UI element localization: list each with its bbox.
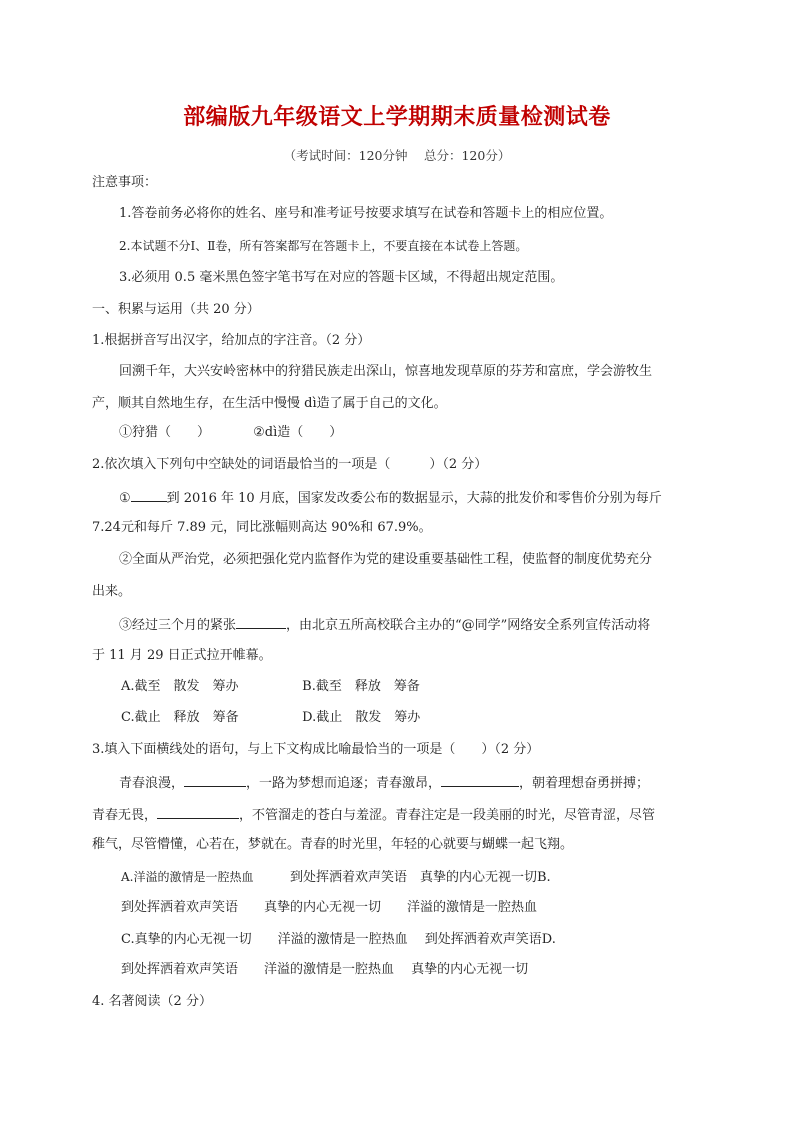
q1-passage-line: 产，顺其自然地生存，在生活中慢慢 dì造了属于自己的文化。 — [92, 396, 447, 411]
note-item: 3.必须用 0.5 毫米黑色签字笔书写在对应的答题卡区域，不得超出规定范围。 — [119, 270, 564, 285]
q2-sentence-3-cont: 于 11 月 29 日正式拉开帷幕。 — [92, 648, 272, 663]
q2-options-row — [121, 677, 761, 697]
q2-blank-3 — [236, 614, 286, 629]
section-heading: 一、积累与运用（共 20 分） — [92, 302, 260, 317]
q2-option-b: B.截至 释放 筹备 — [302, 679, 420, 694]
q1-blank-b: ②dì造（ ） — [253, 425, 343, 440]
exam-title: 部编版九年级语文上学期期末质量检测试卷 — [183, 105, 611, 130]
question-2-stem: 2.依次填入下列句中空缺处的词语最恰当的一项是（ ）（2 分） — [92, 457, 488, 472]
q2-option-a: A.截至 散发 筹办 — [121, 679, 239, 694]
q2-s1-prefix: ① — [119, 491, 131, 506]
q2-sentence-2-cont: 出来。 — [92, 584, 132, 599]
note-item: 1.答卷前务必将你的姓名、座号和准考证号按要求填写在试卷和答题卡上的相应位置。 — [119, 206, 613, 221]
q2-sentence-1-cont: 7.24元和每斤 7.89 元，同比涨幅则高达 90%和 67.9%。 — [92, 520, 432, 535]
q1-passage-line: 回溯千年，大兴安岭密林中的狩猎民族走出深山，惊喜地发现草原的芬芳和富庶，学会游牧生 — [119, 364, 653, 379]
question-4-stem: 4. 名著阅读（2 分） — [92, 994, 212, 1009]
q3-p1-b: ，一路为梦想而追逐；青春激昂， — [246, 776, 442, 791]
q3-option-a-rest: 到处挥洒着欢声笑语 真挚的内心无视一切B. — [290, 870, 551, 885]
q3-p1-a: 青春浪漫， — [119, 776, 185, 791]
q2-option-d: D.截止 散发 筹办 — [302, 710, 421, 725]
question-3-stem: 3.填入下面横线处的语句，与上下文构成比喻最恰当的一项是（ ）（2 分） — [92, 742, 540, 757]
q3-option-c: C.真挚的内心无视一切 洋溢的激情是一腔热血 到处挥洒着欢声笑语D. — [121, 932, 556, 947]
q3-passage-line — [92, 804, 732, 826]
notes-heading: 注意事项： — [92, 175, 158, 190]
question-1-stem: 1.根据拼音写出汉字，给加点的字注音。（2 分） — [92, 333, 371, 348]
q3-options-line — [121, 867, 761, 888]
note-item: 2.本试题不分Ⅰ、Ⅱ卷，所有答案都写在答题卡上，不要直接在本试卷上答题。 — [119, 239, 528, 253]
q2-sentence-2: ②全面从严治党，必须把强化党内监督作为党的建设重要基础性工程，使监督的制度优势充分 — [119, 552, 653, 567]
q2-option-c: C.截止 释放 筹备 — [121, 710, 239, 725]
q2-s3-before: ③经过三个月的紧张 — [119, 618, 237, 633]
q3-option-d: 到处挥洒着欢声笑语 洋溢的激情是一腔热血 真挚的内心无视一切 — [121, 962, 529, 977]
q1-answer-blanks — [119, 423, 759, 443]
q3-blank-1 — [184, 772, 246, 787]
q3-option-a-part: A.洋溢的激情是一腔热血 — [121, 870, 254, 884]
q2-blank-1 — [131, 487, 167, 502]
q1-blank-a: ①狩猎（ ） — [119, 425, 211, 440]
q2-sentence-3 — [119, 614, 759, 636]
q2-sentence-1 — [119, 487, 759, 509]
q3-p2-b: ，不管溜走的苍白与羞涩。青春注定是一段美丽的时光，尽管青涩，尽管 — [239, 808, 656, 823]
q3-passage-line: 稚气，尽管懵懂，心若在，梦就在。青春的时光里，年轻的心就要与蝴蝶一起飞翔。 — [92, 837, 574, 852]
exam-subtitle: （考试时间：120分钟 总分：120分） — [283, 148, 511, 163]
q3-p1-c: ，朝着理想奋勇拼搏； — [519, 776, 650, 791]
q3-option-b: 到处挥洒着欢声笑语 真挚的内心无视一切 洋溢的激情是一腔热血 — [121, 900, 538, 915]
q2-s1-after: 到 2016 年 10 月底，国家发改委公布的数据显示，大蒜的批发价和零售价分别为每斤 — [166, 491, 662, 506]
q3-passage-line — [119, 772, 759, 794]
q3-blank-3 — [157, 804, 239, 819]
q3-blank-2 — [441, 772, 519, 787]
q2-options-row — [121, 708, 761, 728]
q2-s3-after: ，由北京五所高校联合主办的“@同学”网络安全系列宣传活动将 — [286, 618, 651, 633]
q3-p2-a: 青春无畏， — [92, 808, 158, 823]
